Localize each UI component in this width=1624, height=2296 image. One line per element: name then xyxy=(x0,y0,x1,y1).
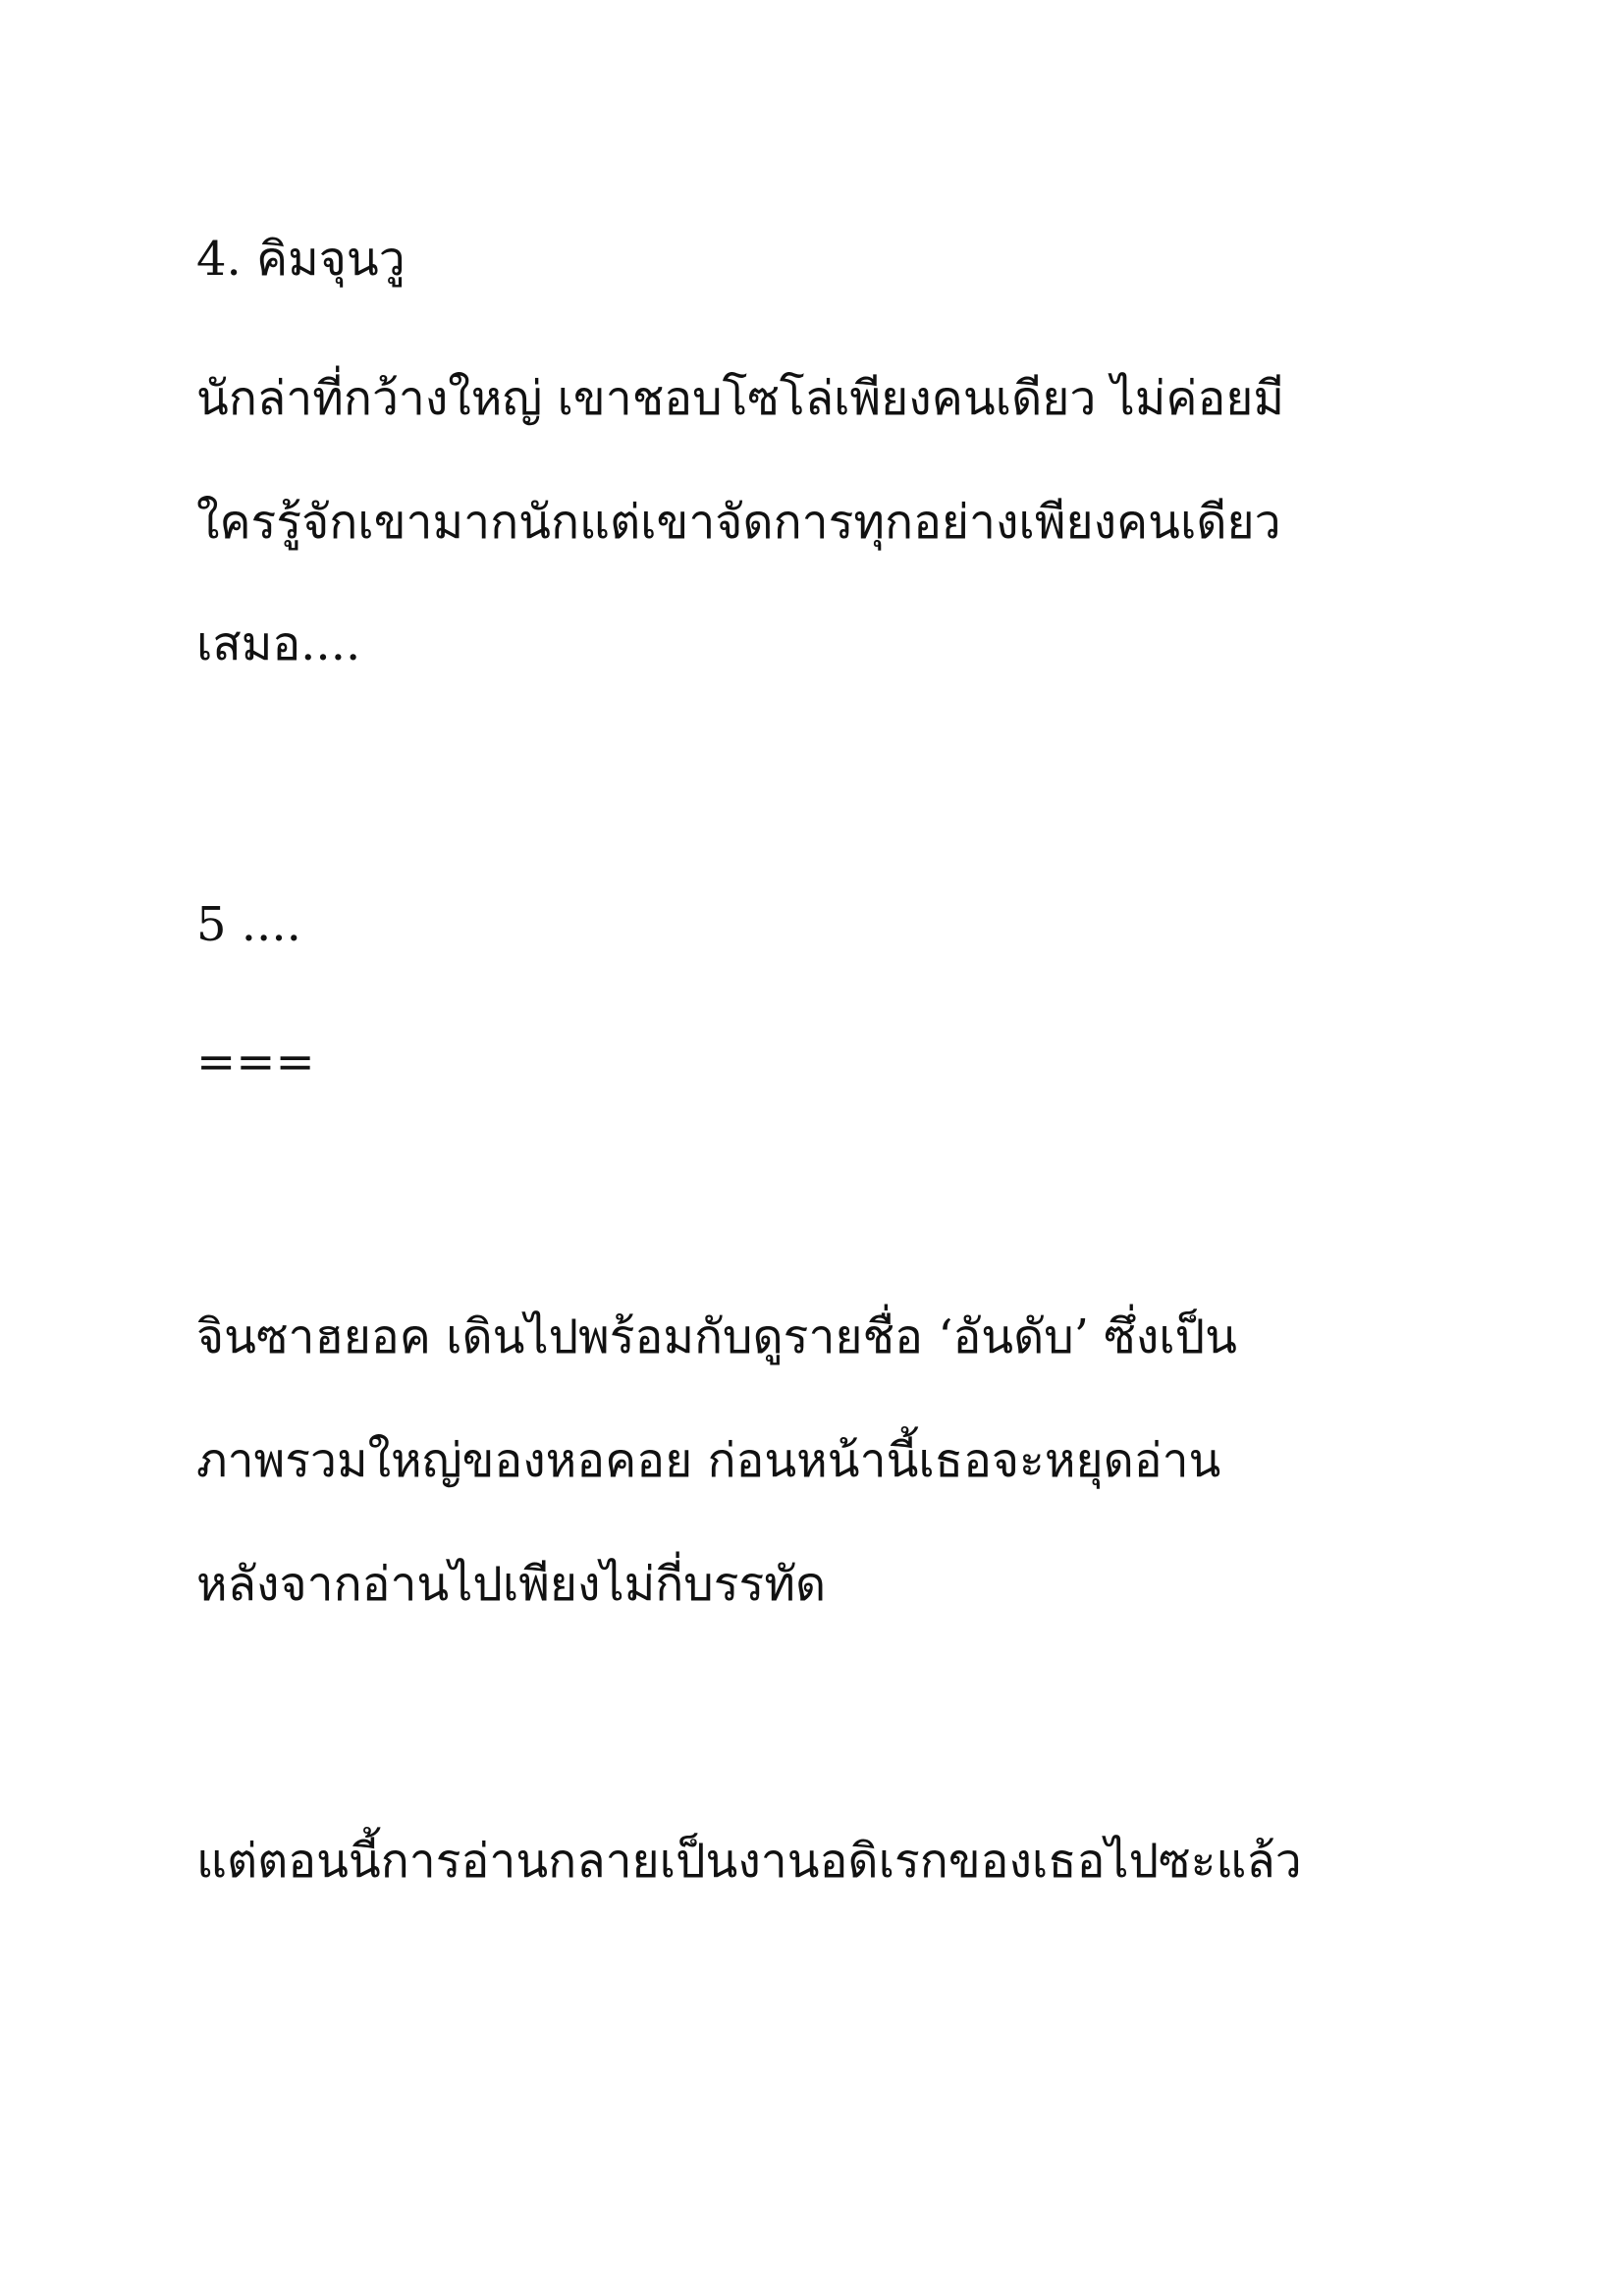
paragraph-line: หลังจากอ่านไปเพียงไม่กี่บรรทัด xyxy=(196,1557,827,1612)
paragraph-line: นักล่าที่กว้างใหญ่ เขาชอบโซโล่เพียงคนเดียว ไม่ค่อยมี xyxy=(196,371,1285,426)
paragraph-line: ใครรู้จักเขามากนักแต่เขาจัดการทุกอย่างเพียงคนเดียว xyxy=(196,495,1281,550)
paragraph-line: ภาพรวมใหญ่ของหอคอย ก่อนหน้านี้เธอจะหยุดอ่าน xyxy=(196,1433,1221,1488)
paragraph-line: จินซาฮยอค เดินไปพร้อมกับดูรายชื่อ ‘อันดับ’ ซึ่งเป็น xyxy=(196,1309,1237,1364)
paragraph-line: เสมอ.... xyxy=(196,616,361,671)
section-separator: === xyxy=(196,1035,315,1090)
paragraph-line: แต่ตอนนี้การอ่านกลายเป็นงานอดิเรกของเธอไปซะแล้ว xyxy=(196,1834,1302,1889)
list-item-heading: 5 .... xyxy=(196,897,301,952)
list-item-heading: 4. คิมจุนวู xyxy=(196,232,406,287)
